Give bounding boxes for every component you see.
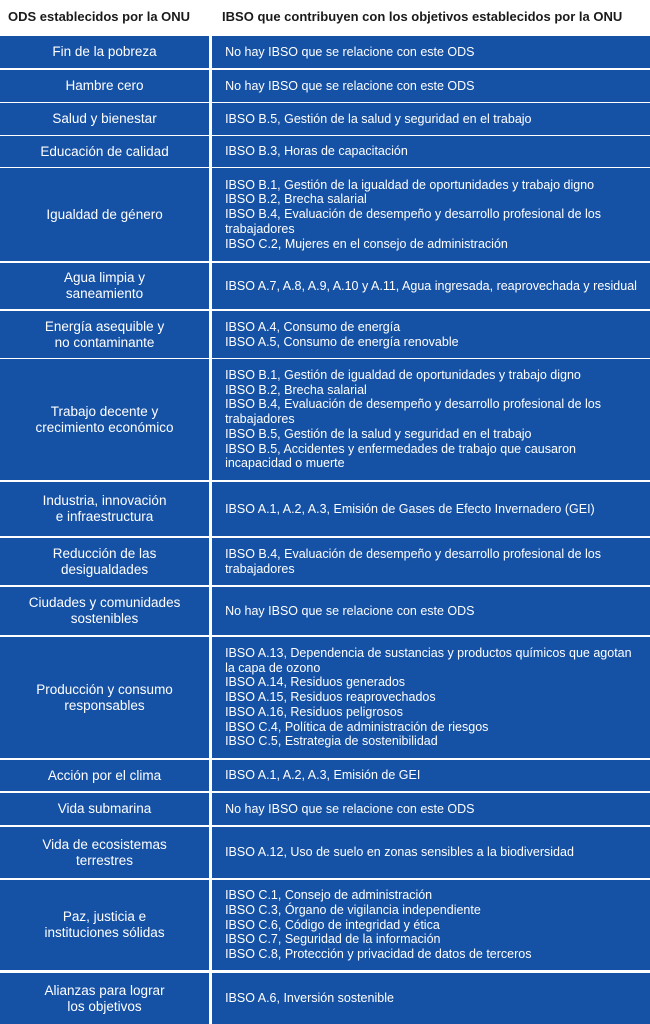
ods-label: instituciones sólidas	[44, 925, 165, 940]
ibso-item: IBSO B.5, Accidentes y enfermedades de trabajo que causaron incapacidad o muerte	[225, 441, 576, 471]
ods-label: Industria, innovación	[42, 493, 167, 508]
ibso-cell	[212, 70, 650, 102]
ibso-item: IBSO B.5, Gestión de la salud y seguridad en el trabajo	[225, 111, 532, 126]
table-row	[0, 482, 650, 536]
ibso-item: IBSO C.4, Política de administración de riesgos	[225, 719, 489, 734]
ibso-cell	[212, 359, 650, 480]
ibso-item: IBSO B.1, Gestión de la igualdad de oportunidades y trabajo digno	[225, 177, 595, 192]
ods-label: e infraestructura	[55, 509, 154, 524]
ods-label: saneamiento	[65, 286, 144, 301]
ods-label: responsables	[64, 697, 145, 713]
table-row	[0, 827, 650, 878]
ods-label: Vida de ecosistemas	[42, 836, 167, 852]
ibso-cell	[212, 36, 650, 68]
ods-cell	[0, 168, 209, 261]
ibso-item: IBSO C.2, Mujeres en el consejo de administración	[225, 236, 508, 251]
ods-label: Ciudades y comunidades	[28, 595, 181, 610]
table-row	[0, 637, 650, 758]
table-row	[0, 136, 650, 167]
ibso-item: IBSO A.15, Residuos reaprovechados	[225, 690, 436, 705]
ods-label: terrestres	[76, 852, 134, 868]
table-row	[0, 973, 650, 1024]
ods-cell	[0, 36, 209, 68]
ods-label: Fin de la pobreza	[52, 44, 157, 59]
ods-cell	[0, 136, 209, 167]
ibso-cell	[212, 168, 650, 261]
ibso-item: IBSO A.7, A.8, A.9, A.10 y A.11, Agua ingresada, reaprovechada y residual	[225, 278, 637, 293]
ibso-item: IBSO C.3, Órgano de vigilancia independiente	[225, 902, 481, 917]
ibso-item: IBSO C.1, Consejo de administración	[225, 888, 433, 902]
ibso-cell	[212, 760, 650, 791]
ibso-cell	[212, 103, 650, 135]
ods-label: crecimiento económico	[35, 419, 174, 435]
ods-cell	[0, 311, 209, 358]
ibso-cell	[212, 263, 650, 309]
ibso-item: IBSO B.1, Gestión de igualdad de oportunidades y trabajo digno	[225, 367, 581, 382]
ibso-item: IBSO B.4, Evaluación de desempeño y desarrollo profesional de los trabajadores	[225, 207, 601, 236]
ods-cell	[0, 538, 209, 585]
ods-label: Paz, justicia e	[62, 909, 147, 924]
ibso-item: IBSO C.5, Estrategia de sostenibilidad	[225, 734, 438, 749]
ibso-item: IBSO A.6, Inversión sostenible	[225, 991, 394, 1006]
ods-cell	[0, 880, 209, 970]
header-ibso: IBSO que contribuyen con los objetivos establecidos por la ONU	[212, 0, 650, 34]
table-row	[0, 587, 650, 635]
ods-cell	[0, 793, 209, 825]
ods-cell	[0, 482, 209, 536]
ibso-item: No hay IBSO que se relacione con este ODS	[225, 78, 475, 93]
ibso-item: IBSO C.7, Seguridad de la información	[225, 932, 441, 947]
ibso-cell	[212, 482, 650, 536]
table-row	[0, 168, 650, 261]
ibso-item: IBSO A.4, Consumo de energía	[225, 319, 401, 334]
ibso-cell	[212, 136, 650, 167]
ibso-cell	[212, 827, 650, 878]
ibso-cell	[212, 973, 650, 1024]
table-row	[0, 36, 650, 68]
ibso-item: IBSO A.13, Dependencia de sustancias y productos químicos que agotan la capa de ozono	[225, 645, 632, 675]
ibso-item: IBSO B.5, Gestión de la salud y seguridad en el trabajo	[225, 426, 532, 441]
ods-label: Acción por el clima	[47, 767, 162, 783]
ods-label: no contaminante	[54, 334, 155, 350]
ibso-cell	[212, 637, 650, 758]
ods-cell	[0, 70, 209, 102]
ibso-item: No hay IBSO que se relacione con este ODS	[225, 603, 475, 618]
ods-label: Producción y consumo	[36, 681, 173, 697]
table-row	[0, 263, 650, 309]
header-ods: ODS establecidos por la ONU	[0, 0, 209, 34]
table-row	[0, 103, 650, 135]
ods-label: los objetivos	[67, 998, 142, 1014]
ods-label: Reducción de las	[52, 545, 157, 561]
ibso-item: IBSO B.2, Brecha salarial	[225, 192, 367, 207]
ibso-item: IBSO A.1, A.2, A.3, Emisión de Gases de Efecto Invernadero (GEI)	[225, 501, 595, 516]
ods-label: Trabajo decente y	[50, 403, 159, 419]
ibso-item: IBSO B.4, Evaluación de desempeño y desarrollo profesional de los trabajadores	[225, 397, 601, 427]
ods-cell	[0, 760, 209, 791]
ibso-item: IBSO A.16, Residuos peligrosos	[225, 704, 403, 719]
ibso-cell	[212, 587, 650, 635]
ods-cell	[0, 587, 209, 635]
ods-label: desigualdades	[61, 561, 149, 577]
ibso-item: IBSO C.8, Protección y privacidad de datos de terceros	[225, 947, 532, 962]
ibso-item: No hay IBSO que se relacione con este ODS	[225, 801, 475, 816]
ods-cell	[0, 359, 209, 480]
ods-label: Igualdad de género	[46, 206, 163, 222]
table-row	[0, 538, 650, 585]
ibso-item: IBSO A.5, Consumo de energía renovable	[225, 334, 459, 349]
ibso-item: IBSO C.6, Código de integridad y ética	[225, 917, 440, 932]
ibso-cell	[212, 311, 650, 358]
ods-cell	[0, 103, 209, 135]
ods-label: Salud y bienestar	[52, 111, 157, 126]
ibso-item: No hay IBSO que se relacione con este ODS	[225, 44, 475, 59]
table-row	[0, 793, 650, 825]
ods-cell	[0, 827, 209, 878]
ibso-item: IBSO B.4, Evaluación de desempeño y desarrollo profesional de los trabajadores	[225, 546, 601, 576]
ods-label: Hambre cero	[65, 78, 144, 93]
ibso-item: IBSO B.3, Horas de capacitación	[225, 144, 408, 159]
ods-label: sostenibles	[70, 611, 139, 626]
ods-label: Vida submarina	[57, 801, 152, 816]
ibso-cell	[212, 538, 650, 585]
ibso-item: IBSO A.12, Uso de suelo en zonas sensibles a la biodiversidad	[225, 845, 574, 860]
ibso-item: IBSO B.2, Brecha salarial	[225, 382, 367, 397]
ods-label: Agua limpia y	[64, 270, 146, 285]
table-row	[0, 760, 650, 791]
ibso-cell	[212, 880, 650, 970]
table-row	[0, 311, 650, 358]
table-row	[0, 880, 650, 970]
ods-cell	[0, 637, 209, 758]
ibso-cell	[212, 793, 650, 825]
ods-label: Educación de calidad	[40, 143, 169, 159]
table-header	[0, 0, 650, 34]
ods-cell	[0, 263, 209, 309]
ods-cell	[0, 973, 209, 1024]
table-row	[0, 359, 650, 480]
table-row	[0, 70, 650, 102]
ods-label: Alianzas para lograr	[44, 982, 165, 998]
ibso-item: IBSO A.1, A.2, A.3, Emisión de GEI	[225, 768, 421, 783]
ods-label: Energía asequible y	[44, 318, 165, 334]
ibso-item: IBSO A.14, Residuos generados	[225, 675, 406, 690]
